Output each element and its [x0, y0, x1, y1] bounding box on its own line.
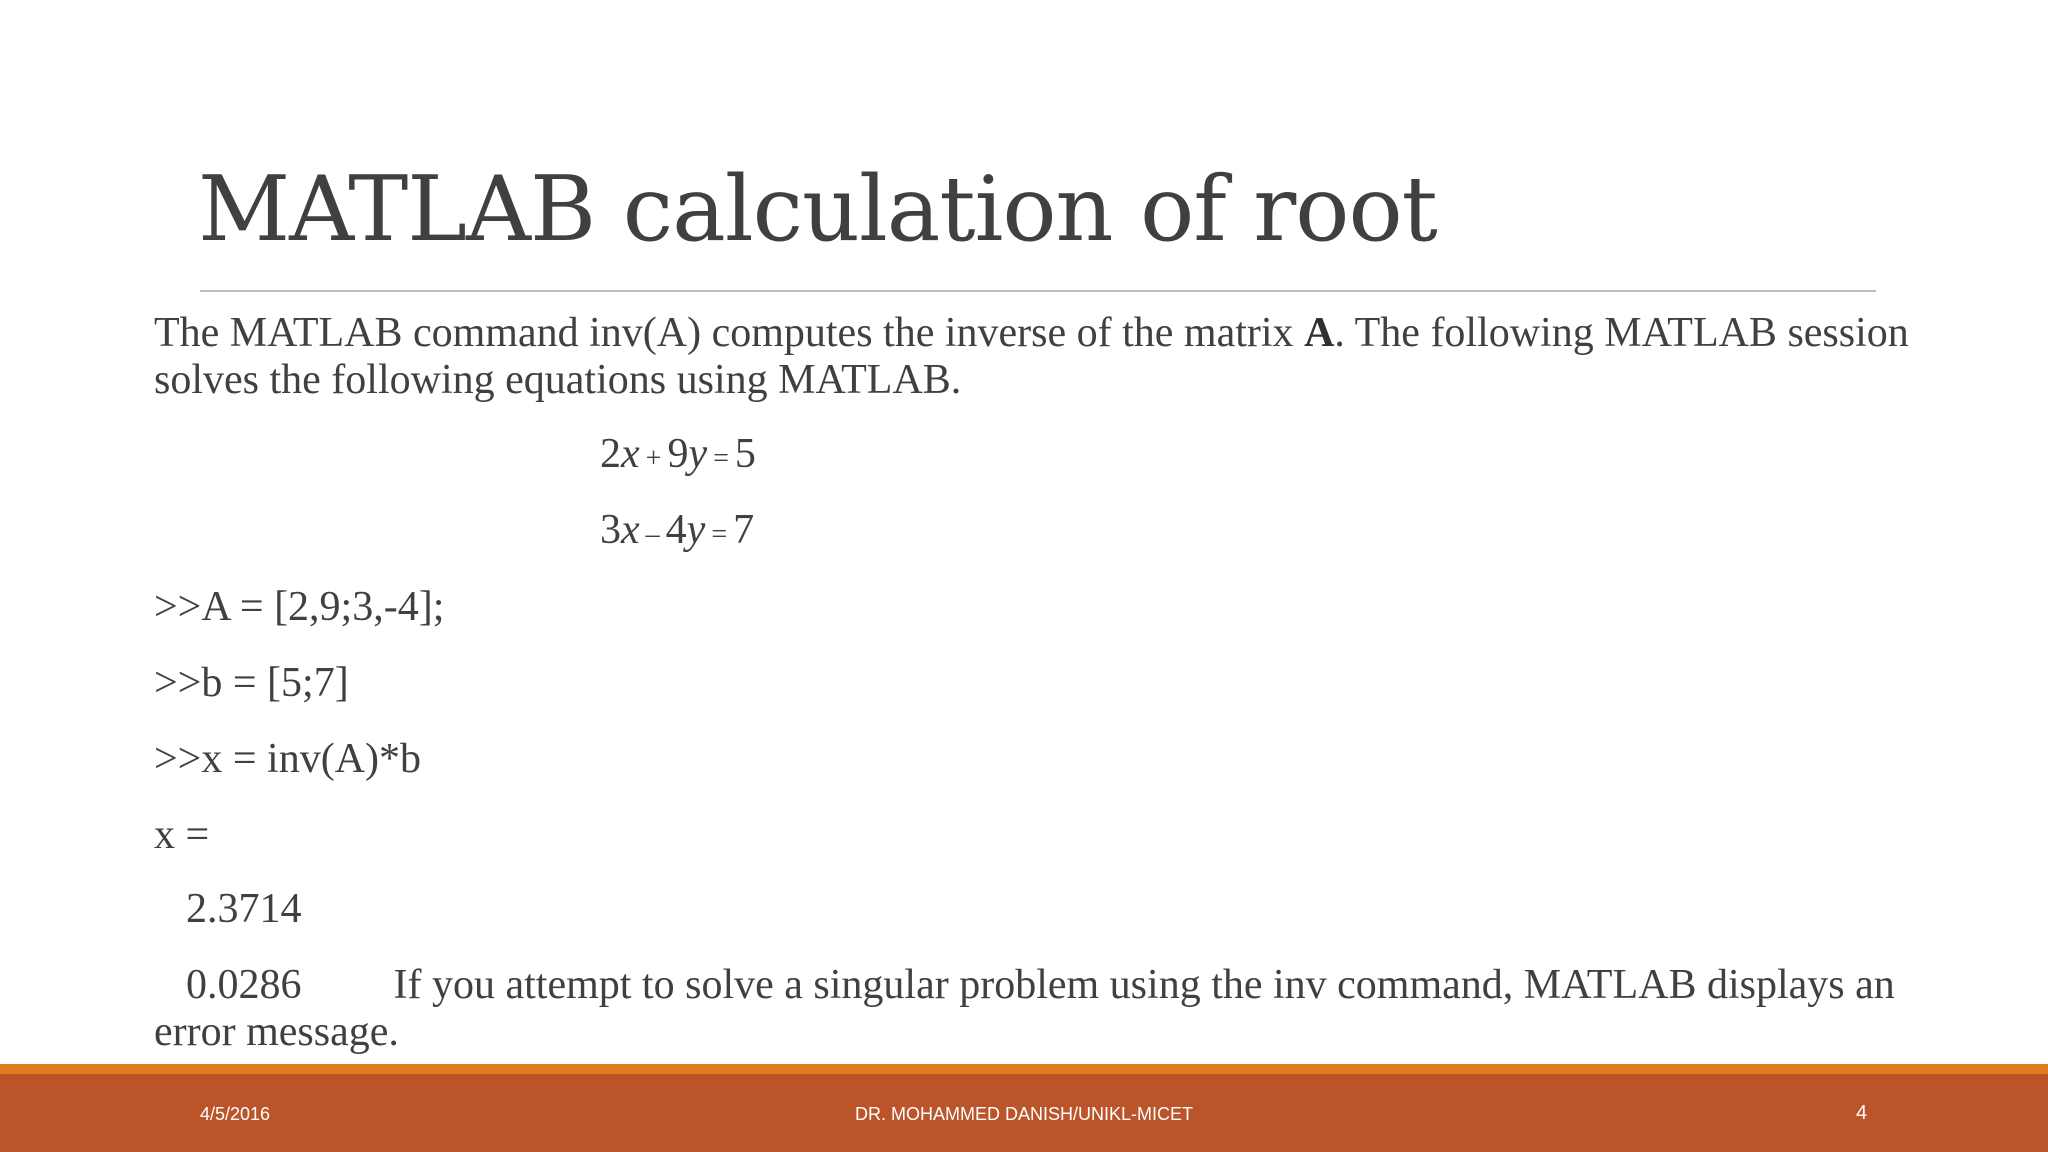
eq1-equals: = — [713, 443, 729, 474]
command-line-3: >>x = inv(A)*b — [154, 736, 422, 782]
output-and-note — [154, 962, 1954, 1056]
eq2-coef-x: 3 — [600, 507, 621, 553]
eq1-operator: + — [645, 443, 662, 474]
eq2-var-y: y — [686, 507, 706, 553]
intro-text-end: . The following MATLAB session solves the following equations using MATLAB. — [154, 310, 1909, 403]
slide-title: MATLAB calculation of root — [198, 157, 1437, 262]
output-value-2: 0.0286 — [186, 962, 302, 1008]
eq2-var-x: x — [621, 507, 640, 553]
title-divider — [200, 290, 1876, 292]
footer-accent-stripe — [0, 1064, 2048, 1074]
intro-text-start: The MATLAB command inv(A) computes the inverse of the matrix — [154, 310, 1305, 356]
output-label: x = — [154, 812, 210, 858]
footer-date: 4/5/2016 — [200, 1104, 271, 1124]
intro-bold-matrix: A — [1304, 310, 1335, 356]
intro-paragraph — [154, 310, 2014, 404]
eq2-coef-y: 4 — [665, 507, 687, 553]
footer-page-number: 4 — [1856, 1102, 1868, 1124]
command-line-1: >>A = [2,9;3,-4]; — [154, 584, 445, 630]
equation-2 — [600, 506, 754, 554]
eq1-coef-y: 9 — [667, 431, 689, 477]
eq2-equals: = — [711, 519, 728, 550]
command-line-2: >>b = [5;7] — [154, 660, 349, 706]
footer-author: DR. MOHAMMED DANISH/UNIKL-MICET — [854, 1104, 1193, 1124]
singular-note: If you attempt to solve a singular problem using the inv command, MATLAB displays an error message. — [154, 962, 1895, 1055]
footer-bar — [0, 1074, 2048, 1152]
equation-1 — [600, 430, 756, 478]
eq1-var-y: y — [688, 431, 708, 477]
eq1-coef-x: 2 — [600, 431, 621, 477]
eq2-rhs: 7 — [733, 507, 755, 553]
eq2-operator: – — [645, 519, 660, 550]
eq1-var-x: x — [621, 431, 640, 477]
eq1-rhs: 5 — [734, 431, 756, 477]
output-value-1: 2.3714 — [186, 886, 302, 932]
